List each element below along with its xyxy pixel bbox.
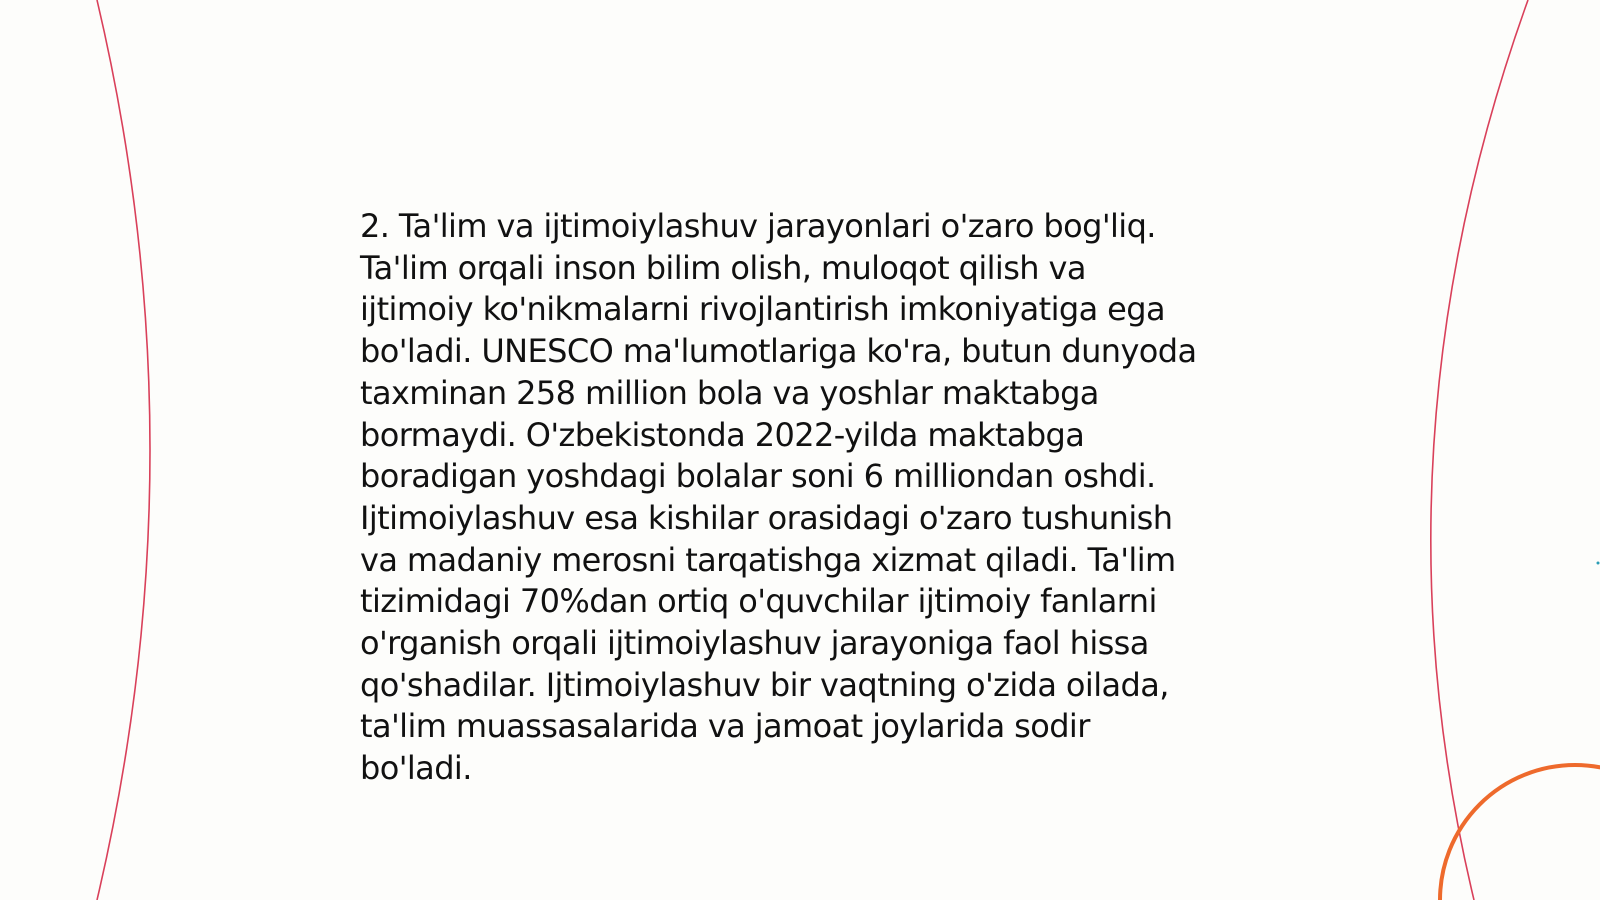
paragraph-line: taxminan 258 million bola va yoshlar maktabga <box>360 373 1099 412</box>
paragraph-line: bormaydi. O'zbekistonda 2022-yilda maktabga <box>360 415 1085 454</box>
paragraph-line: qo'shadilar. Ijtimoiylashuv bir vaqtning o'zida oilada, <box>360 665 1169 704</box>
paragraph-line: ijtimoiy ko'nikmalarni rivojlantirish imkoniyatiga ega <box>360 290 1165 329</box>
left-arc-line <box>97 0 150 900</box>
paragraph-line: Ta'lim orqali inson bilim olish, muloqot qilish va <box>360 248 1086 287</box>
paragraph-line: va madaniy merosni tarqatishga xizmat qiladi. Ta'lim <box>360 540 1176 579</box>
paragraph-line: bo'ladi. UNESCO ma'lumotlariga ko'ra, butun dunyoda <box>360 332 1197 371</box>
orange-circle-outline <box>1440 765 1600 900</box>
paragraph-line: bo'ladi. <box>360 749 472 788</box>
paragraph-line: o'rganish orqali ijtimoiylashuv jarayoniga faol hissa <box>360 624 1149 663</box>
paragraph-line: Ijtimoiylashuv esa kishilar orasidagi o'zaro tushunish <box>360 498 1173 537</box>
paragraph-line: ta'lim muassasalarida va jamoat joylarida sodir <box>360 707 1090 746</box>
paragraph-line: 2. Ta'lim va ijtimoiylashuv jarayonlari o'zaro bog'liq. <box>360 207 1156 245</box>
right-arc-line <box>1431 0 1528 900</box>
paragraph-line: boradigan yoshdagi bolalar soni 6 milliondan oshdi. <box>360 457 1156 496</box>
body-paragraph <box>360 206 1260 790</box>
teal-dot <box>1597 562 1600 565</box>
paragraph-line: tizimidagi 70%dan ortiq o'quvchilar ijtimoiy fanlarni <box>360 582 1157 621</box>
